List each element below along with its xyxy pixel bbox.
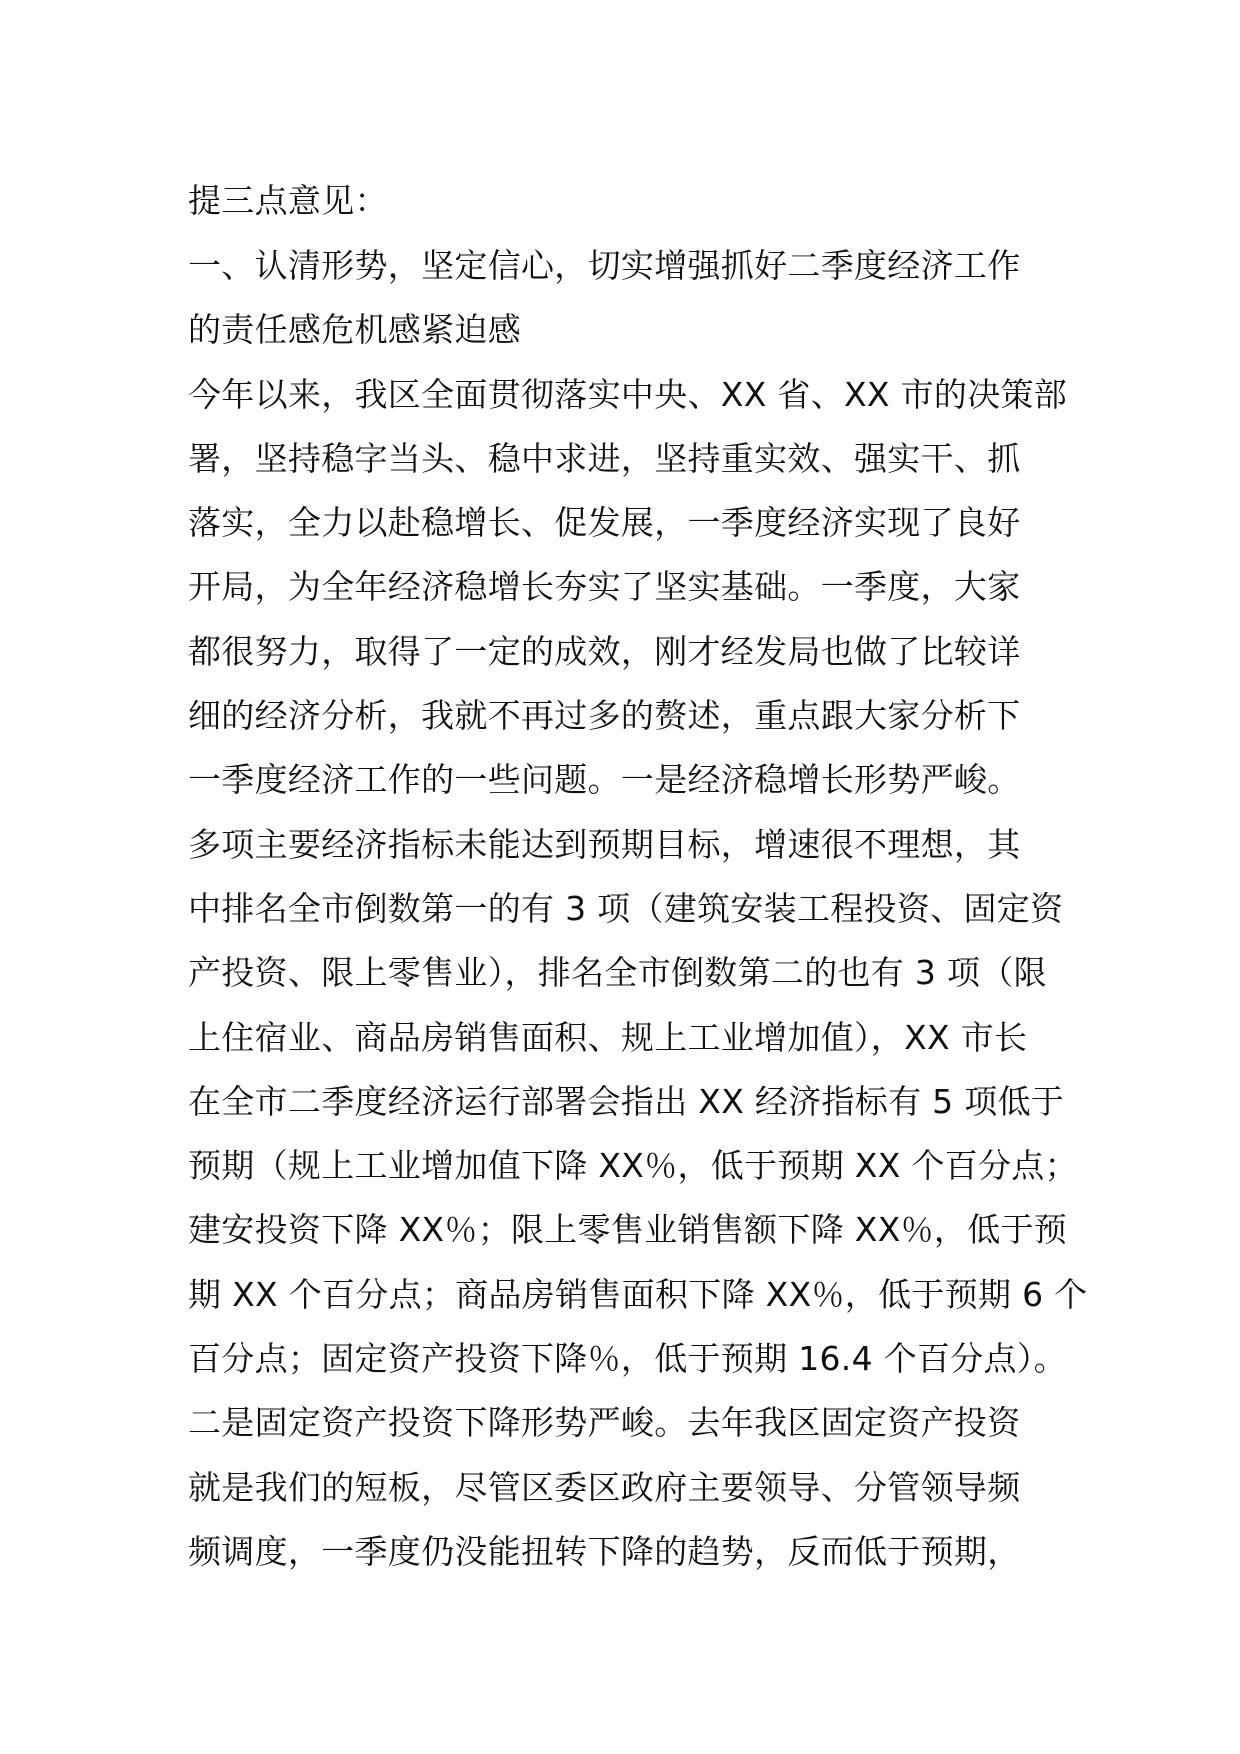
body-text-line: 建安投资下降 XX％；限上零售业销售额下降 XX％，低于预 bbox=[188, 1210, 1068, 1250]
intro-line: 提三点意见： bbox=[188, 181, 388, 220]
document-body bbox=[188, 168, 1088, 1584]
body-text-line: 上住宿业、商品房销售面积、规上工业增加值），XX 市长 bbox=[188, 1017, 1028, 1057]
body-text-line: 预期（规上工业增加值下降 XX％，低于预期 XX 个百分点； bbox=[188, 1146, 1078, 1186]
body-text-line: 署，坚持稳字当头、稳中求进，坚持重实效、强实干、抓 bbox=[188, 438, 1021, 478]
body-text-line: 今年以来，我区全面贯彻落实中央、XX 省、XX 市的决策部 bbox=[188, 374, 1068, 414]
body-text-line: 频调度，一季度仍没能扭转下降的趋势，反而低于预期， bbox=[188, 1531, 1021, 1571]
body-text-line: 就是我们的短板，尽管区委区政府主要领导、分管领导频 bbox=[188, 1467, 1021, 1507]
body-text-line: 落实，全力以赴稳增长、促发展，一季度经济实现了良好 bbox=[188, 503, 1021, 543]
body-text-line: 期 XX 个百分点；商品房销售面积下降 XX％，低于预期 6 个 bbox=[188, 1274, 1088, 1314]
body-text-line: 多项主要经济指标未能达到预期目标，增速很不理想，其 bbox=[188, 824, 1021, 864]
body-text-line: 中排名全市倒数第一的有 3 项（建筑安装工程投资、固定资 bbox=[188, 888, 1064, 928]
body-text-line: 二是固定资产投资下降形势严峻。去年我区固定资产投资 bbox=[188, 1403, 1021, 1443]
body-text-line: 产投资、限上零售业），排名全市倒数第二的也有 3 项（限 bbox=[188, 953, 1047, 993]
body-text-line: 在全市二季度经济运行部署会指出 XX 经济指标有 5 项低于 bbox=[188, 1081, 1065, 1121]
section-heading-line: 一、认清形势，坚定信心，切实增强抓好二季度经济工作 bbox=[188, 246, 1021, 285]
body-text-line: 开局，为全年经济稳增长夯实了坚实基础。一季度，大家 bbox=[188, 567, 1021, 607]
body-text-line: 细的经济分析，我就不再过多的赘述，重点跟大家分析下 bbox=[188, 696, 1021, 736]
section-heading-line: 的责任感危机感紧迫感 bbox=[188, 310, 521, 350]
body-text-line: 都很努力，取得了一定的成效，刚才经发局也做了比较详 bbox=[188, 631, 1021, 671]
body-text-line: 一季度经济工作的一些问题。一是经济稳增长形势严峻。 bbox=[188, 760, 1021, 800]
body-text-line: 百分点；固定资产投资下降％，低于预期 16.4 个百分点）。 bbox=[188, 1339, 1067, 1379]
